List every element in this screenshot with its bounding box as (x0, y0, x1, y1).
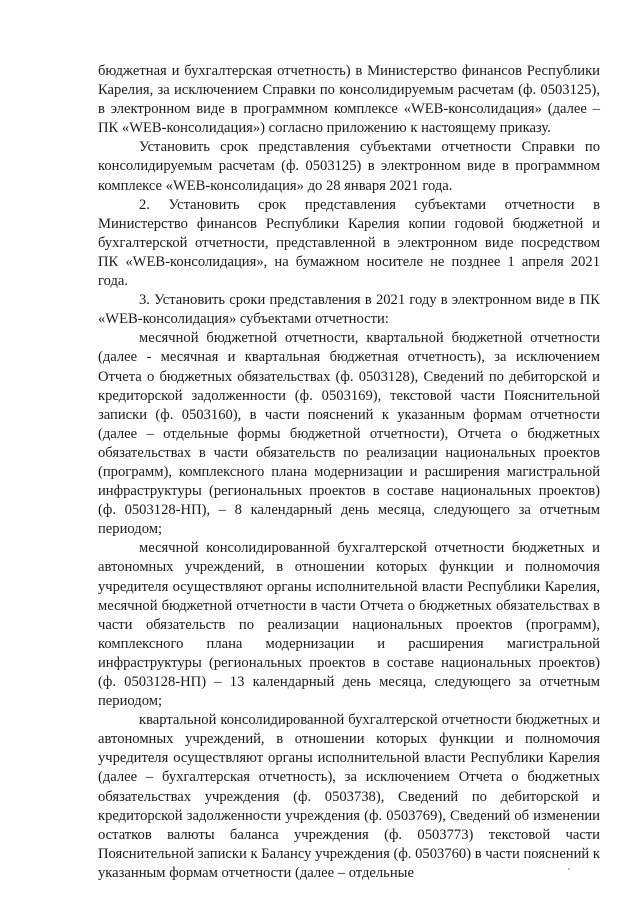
paragraph-continuation: бюджетная и бухгалтерская отчетность) в Министерство финансов Республики Карелия, за исключением Справки по консолидируемым расчетам (ф. 0503125), в электронном виде в программном комплексе «WEB-консолидация» (далее – ПК «WEB-консолидация») согласно приложению к настоящему приказу. (98, 63, 600, 137)
paragraph-deadline-reference: Установить срок представления субъектами отчетности Справки по консолидируемым расчетам (ф. 0503125) в электронном виде в программном комплексе «WEB-консолидация» до 28 января 2021 года. (98, 139, 600, 194)
paragraph-monthly-budget: месячной бюджетной отчетности, квартальной бюджетной отчетности (далее - месячная и квартальная бюджетная отчетность), за исключением Отчета о бюджетных обязательствах (ф. 0503128), Сведений по дебиторской и кредиторской задолженности (ф. 0503169), текстовой части Пояснительной записки (ф. 0503160), в части пояснений к указанным формам отчетности (далее – отдельные формы бюджетной отчетности), Отчета о бюджетных обязательствах в части обязательств по реализации национальных проектов (программ), комплексного плана модернизации и расширения магистральной инфраструктуры (региональных проектов в составе национальных проектов) (ф. 0503128-НП), – 8 календарный день месяца, следующего за отчетным периодом; (98, 330, 600, 538)
document-body (98, 62, 600, 883)
paragraph-item-2: 2. Установить срок представления субъектами отчетности в Министерство финансов Республики Карелия копии годовой бюджетной и бухгалтерской отчетности, представленной в электронном виде посредством ПК «WEB-консолидация», на бумажном носителе не позднее 1 апреля 2021 года. (98, 196, 600, 290)
paragraph-quarterly-consolidated: квартальной консолидированной бухгалтерской отчетности бюджетных и автономных учреждений, в отношении которых функции и полномочия учредителя осуществляют органы исполнительной власти Республики Карелия (далее – бухгалтерская отчетность), за исключением Отчета о бюджетных обязательствах учреждения (ф. 0503738), Сведений по дебиторской и кредиторской задолженности учреждения (ф. 0503769), Сведений об изменении остатков валюты баланса учреждения (ф. 0503773) текстовой части Пояснительной записки к Балансу учреждения (ф. 0503760) в части пояснений к указанным формам отчетности (далее – отдельные (98, 712, 600, 881)
scan-speck (568, 868, 570, 870)
paragraph-monthly-consolidated: месячной консолидированной бухгалтерской отчетности бюджетных и автономных учреждений, в отношении которых функции и полномочия учредителя осуществляют органы исполнительной власти Республики Карелия, месячной бюджетной отчетности в части Отчета о бюджетных обязательствах в части обязательств по реализации национальных проектов (программ), комплексного плана модернизации и расширения магистральной инфраструктуры (региональных проектов в составе национальных проектов) (ф. 0503128-НП) – 13 календарный день месяца, следующего за отчетным периодом; (98, 540, 600, 710)
paragraph-item-3: 3. Установить сроки представления в 2021 году в электронном виде в ПК «WEB-консолидация» субъектами отчетности: (98, 292, 600, 328)
